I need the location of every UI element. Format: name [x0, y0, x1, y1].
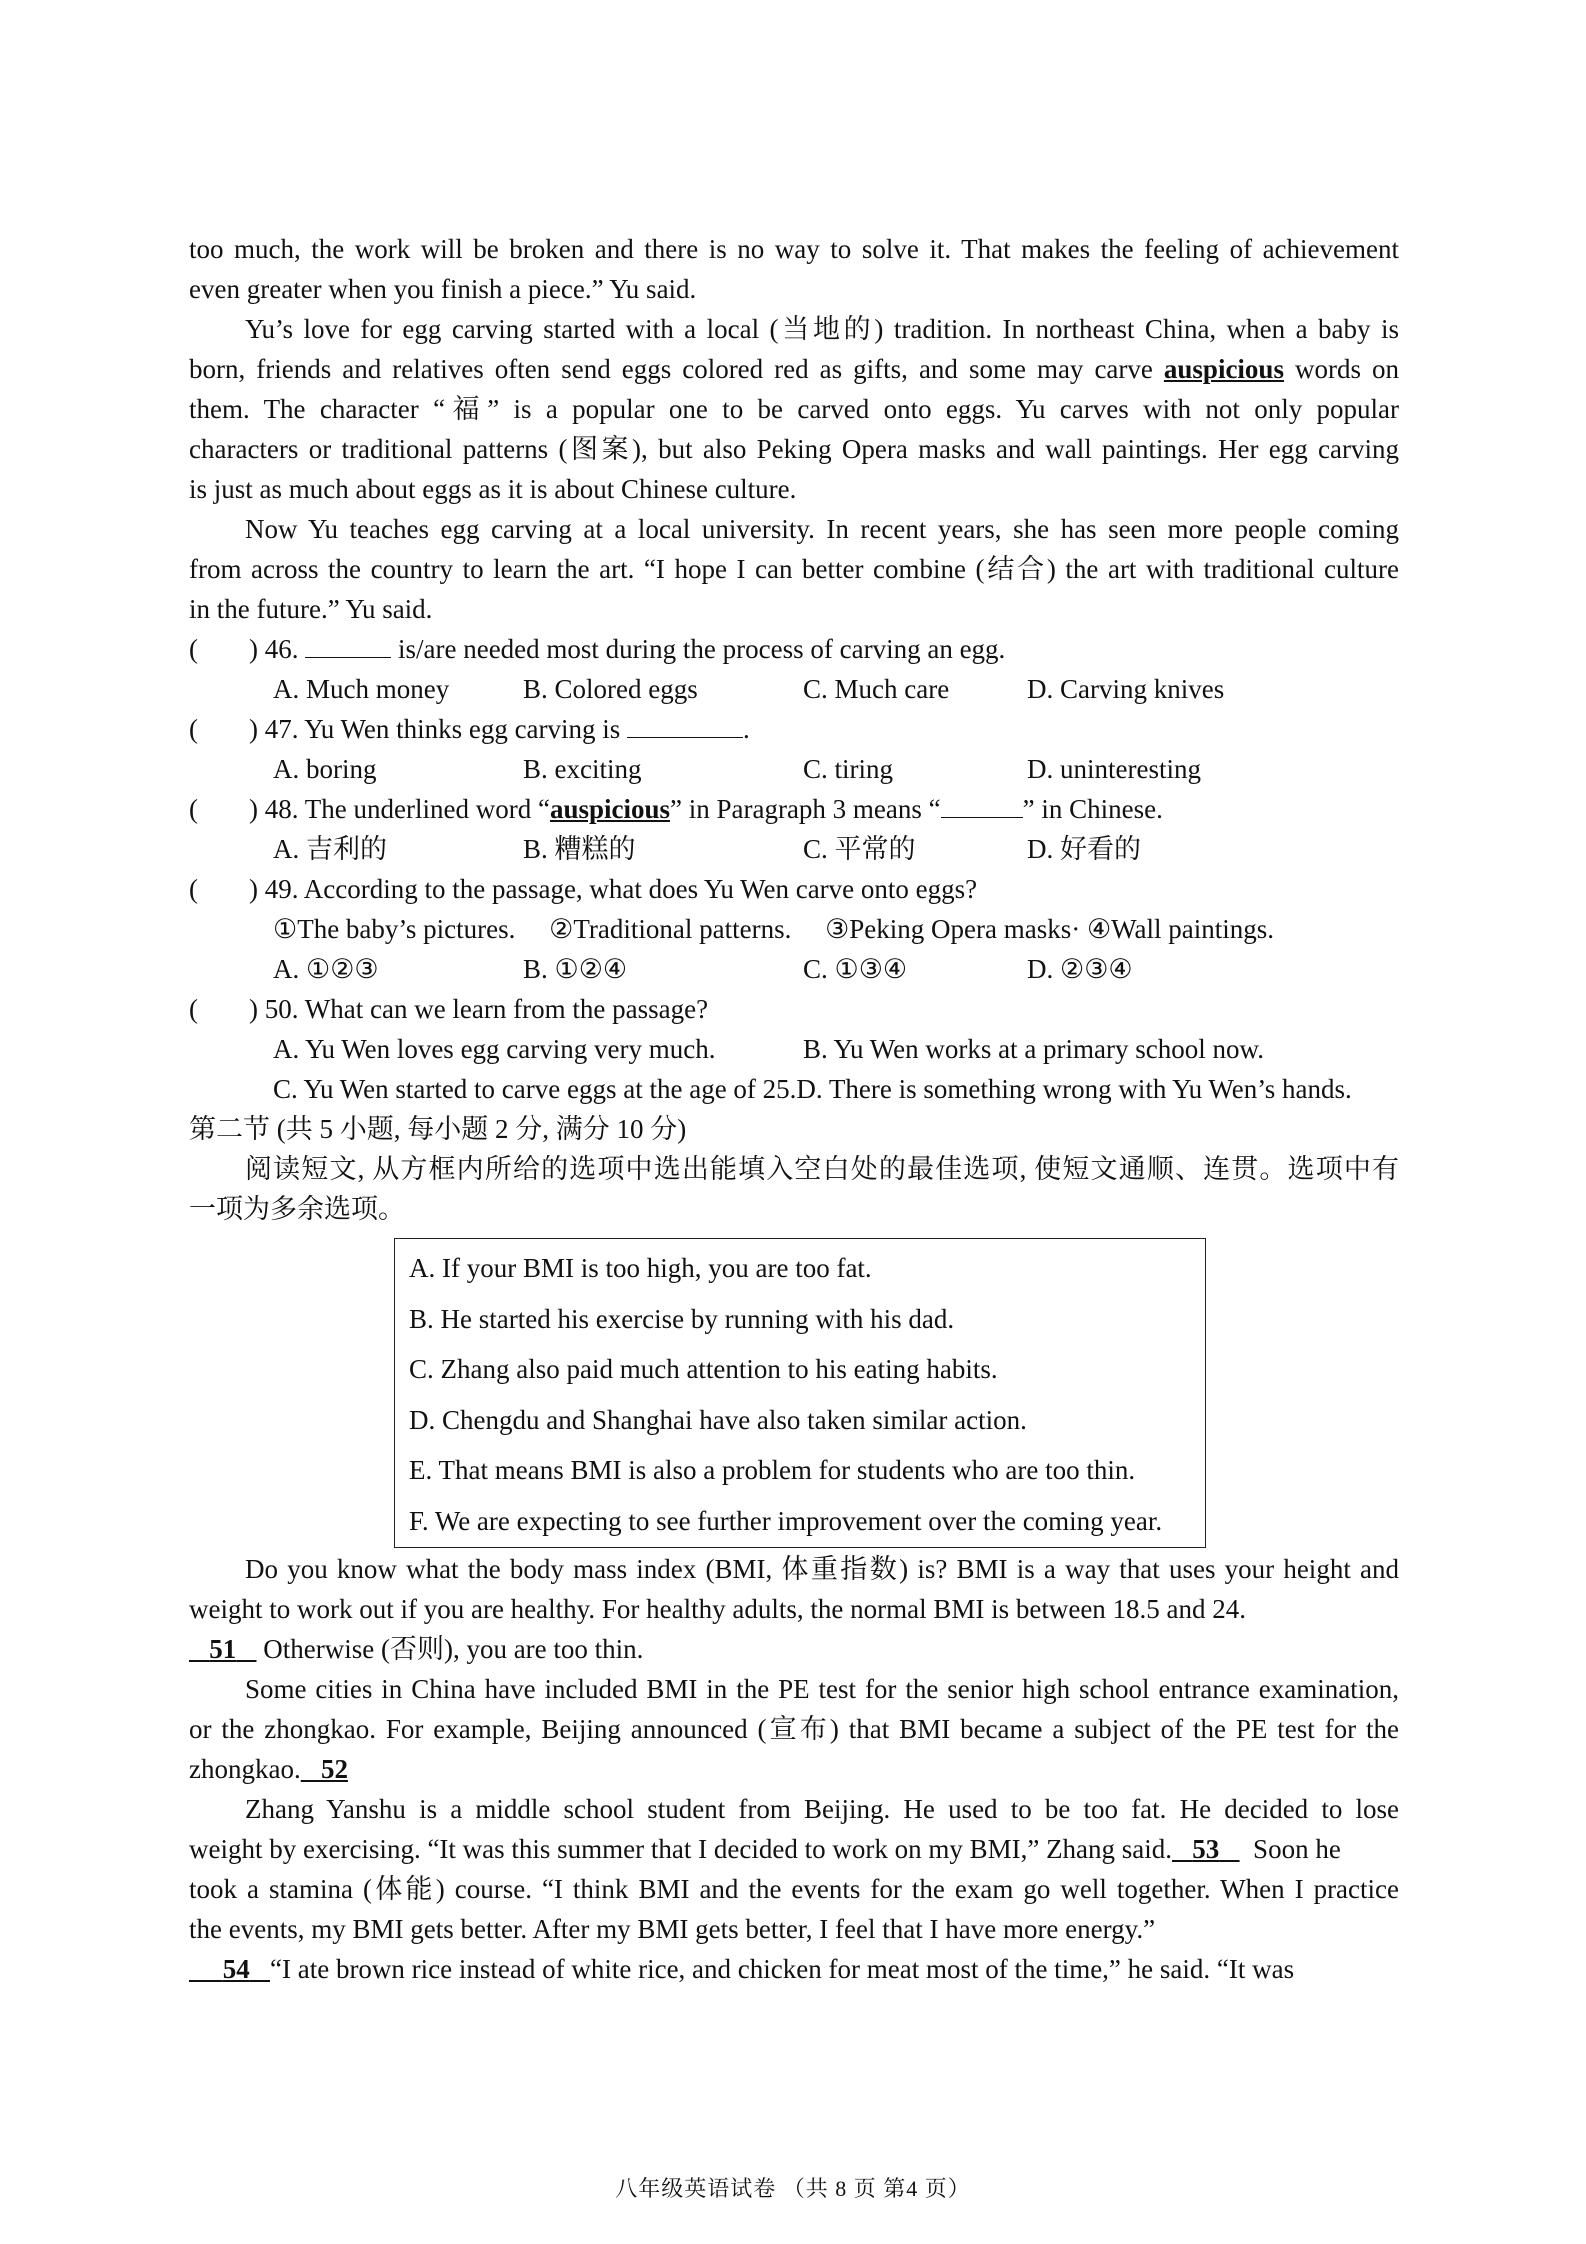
- options-box: [394, 1238, 1206, 1548]
- option-b[interactable]: B. ①②④: [523, 954, 628, 984]
- blank: [627, 709, 743, 738]
- p1-line1: Do you know what the body mass index (BMI, 体重指数) is? BMI is a way that uses your height and: [245, 1554, 1399, 1584]
- box-option-f: F. We are expecting to see further improvement over the coming year.: [409, 1505, 1163, 1536]
- p3-line3: took a stamina (体能) course. “I think BMI and the events for the exam go well together. When I practice: [189, 1874, 1399, 1904]
- question-46: ( ) 46. is/are needed most during the process of carving an egg.: [189, 629, 1399, 669]
- para2-line3: them. The character “福” is a popular one to be carved onto eggs. Yu carves with not only popular: [189, 394, 1399, 424]
- underlined-word: auspicious: [549, 794, 670, 824]
- blank-54[interactable]: 54: [222, 1954, 250, 1984]
- section2-instructions-2: 一项为多余选项。: [189, 1194, 405, 1224]
- answer-paren-50[interactable]: (: [189, 994, 198, 1024]
- para2-line2: born, friends and relatives often send eggs colored red as gifts, and some may carve auspicious words on: [189, 354, 1399, 384]
- section2-title: 第二节 (共 5 小题, 每小题 2 分, 满分 10 分): [189, 1114, 687, 1144]
- para3-line1: Now Yu teaches egg carving at a local university. In recent years, she has seen more people coming: [245, 514, 1399, 544]
- option-d[interactable]: D. Carving knives: [1027, 674, 1225, 704]
- answer-paren-49[interactable]: (: [189, 874, 198, 904]
- question-47: ( ) 47. Yu Wen thinks egg carving is .: [189, 709, 1399, 749]
- question-48: ( ) 48. The underlined word “auspicious” in Paragraph 3 means “ ” in Chinese.: [189, 789, 1399, 829]
- options-49: [189, 949, 1399, 989]
- p1-line3: 51 Otherwise (否则), you are too thin.: [189, 1629, 1399, 1669]
- para2-line1: Yu’s love for egg carving started with a local (当地的) tradition. In northeast China, when a baby is: [245, 314, 1399, 344]
- option-b[interactable]: B. 糟糕的: [523, 834, 636, 864]
- option-c[interactable]: C. 平常的: [803, 834, 916, 864]
- para1-line2: even greater when you finish a piece.” Yu said.: [189, 274, 697, 304]
- passage2: [189, 1549, 1399, 1989]
- box-option-c: C. Zhang also paid much attention to his eating habits.: [409, 1354, 998, 1384]
- blank: [305, 629, 391, 658]
- options-50-ab: [189, 1029, 1399, 1069]
- option-d[interactable]: D. ②③④: [1027, 954, 1133, 984]
- answer-paren-48[interactable]: (: [189, 794, 198, 824]
- option-d[interactable]: D. uninteresting: [1027, 754, 1201, 784]
- option-c[interactable]: C. Much care: [803, 674, 950, 704]
- option-b[interactable]: B. exciting: [523, 754, 642, 784]
- para2-line5: is just as much about eggs as it is about Chinese culture.: [189, 474, 797, 504]
- blank-53[interactable]: 53: [1192, 1834, 1220, 1864]
- option-a[interactable]: A. Much money: [273, 674, 450, 704]
- option-c[interactable]: C. tiring: [803, 754, 894, 784]
- options-50-cd[interactable]: C. Yu Wen started to carve eggs at the age of 25.D. There is something wrong with Yu Wen’s hands.: [273, 1074, 1352, 1104]
- options-47: [189, 749, 1399, 789]
- p1-line2: weight to work out if you are healthy. For healthy adults, the normal BMI is between 18.5 and 24.: [189, 1594, 1247, 1624]
- option-a[interactable]: A. ①②③: [273, 954, 379, 984]
- p2-line1: Some cities in China have included BMI in the PE test for the senior high school entrance examination,: [245, 1674, 1399, 1704]
- p3-line4: the events, my BMI gets better. After my BMI gets better, I feel that I have more energy.”: [189, 1914, 1156, 1944]
- section2-instructions-1: 阅读短文, 从方框内所给的选项中选出能填入空白处的最佳选项, 使短文通顺、连贯。选项中有: [245, 1154, 1399, 1184]
- blank: [941, 789, 1023, 818]
- options-48: [189, 829, 1399, 869]
- p3-line1: Zhang Yanshu is a middle school student from Beijing. He used to be too fat. He decided to lose: [245, 1794, 1399, 1824]
- box-option-d: D. Chengdu and Shanghai have also taken similar action.: [409, 1404, 1027, 1435]
- answer-paren-47[interactable]: (: [189, 714, 198, 744]
- para3-line3: in the future.” Yu said.: [189, 594, 433, 624]
- box-option-b: B. He started his exercise by running with his dad.: [409, 1303, 955, 1334]
- options-46: [189, 669, 1399, 709]
- option-a[interactable]: A. boring: [273, 754, 377, 784]
- p2-line3: zhongkao. 52: [189, 1754, 348, 1784]
- question-49: ( ) 49. According to the passage, what does Yu Wen carve onto eggs?: [189, 869, 1399, 909]
- box-option-e: E. That means BMI is also a problem for students who are too thin.: [409, 1455, 1136, 1485]
- option-d[interactable]: D. 好看的: [1027, 834, 1141, 864]
- answer-paren-46[interactable]: (: [189, 634, 198, 664]
- page-footer: 八年级英语试卷 （共 8 页 第4 页）: [615, 2176, 971, 2201]
- question-50: ( ) 50. What can we learn from the passage?: [189, 989, 1399, 1029]
- para1-line1: too much, the work will be broken and there is no way to solve it. That makes the feeling of achievement: [189, 234, 1399, 264]
- blank-52[interactable]: 52: [320, 1754, 348, 1784]
- blank-51[interactable]: 51: [209, 1634, 237, 1664]
- p2-line2: or the zhongkao. For example, Beijing announced (宣布) that BMI became a subject of the PE test for the: [189, 1714, 1399, 1744]
- p3-line2: weight by exercising. “It was this summer that I decided to work on my BMI,” Zhang said. 53 Soon he: [189, 1834, 1341, 1864]
- option-b[interactable]: B. Yu Wen works at a primary school now.: [803, 1034, 1265, 1064]
- option-a[interactable]: A. 吉利的: [273, 834, 387, 864]
- box-option-a: A. If your BMI is too high, you are too fat.: [409, 1253, 872, 1283]
- underlined-word-auspicious: auspicious: [1163, 354, 1284, 384]
- page-body: [189, 229, 1399, 1229]
- option-c[interactable]: C. ①③④: [803, 954, 908, 984]
- para3-line2: from across the country to learn the art. “I hope I can better combine (结合) the art with traditional culture: [189, 554, 1399, 584]
- option-a[interactable]: A. Yu Wen loves egg carving very much.: [273, 1034, 716, 1064]
- question-49-items: ①The baby’s pictures. ②Traditional patterns. ③Peking Opera masks· ④Wall paintings.: [273, 914, 1274, 944]
- option-b[interactable]: B. Colored eggs: [523, 674, 698, 704]
- para2-line4: characters or traditional patterns (图案), but also Peking Opera masks and wall paintings. Her egg carving: [189, 434, 1399, 464]
- p4-line1: 54 “I ate brown rice instead of white rice, and chicken for meat most of the time,” he said. “It was: [189, 1949, 1399, 1989]
